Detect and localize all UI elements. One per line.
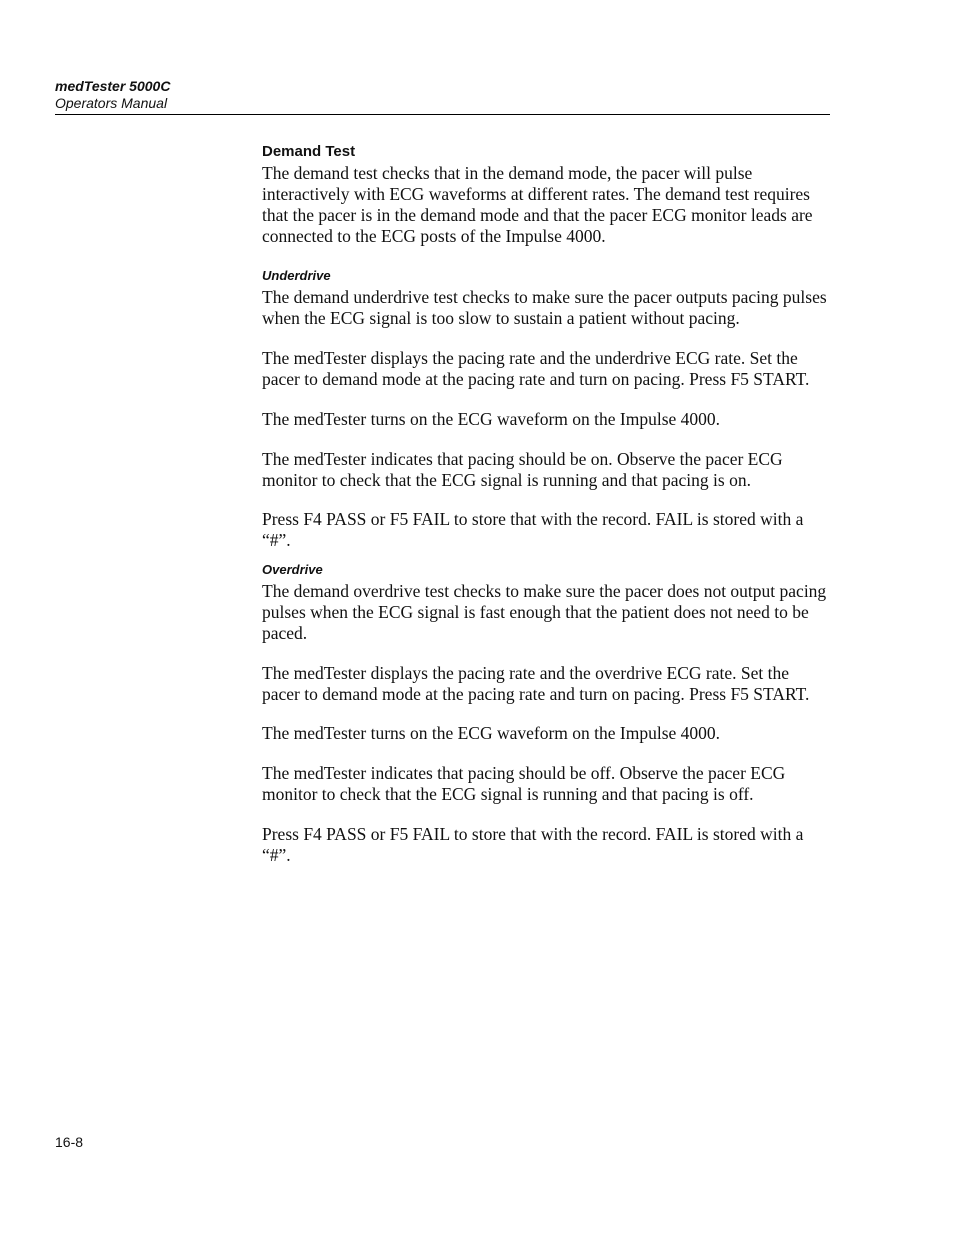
manual-title: medTester 5000C [55, 78, 171, 94]
underdrive-paragraph: The medTester displays the pacing rate and the underdrive ECG rate. Set the pacer to demand mode at the pacing rate and turn on pacing. Press F5 START. [262, 348, 810, 389]
section-intro: The demand test checks that in the demand mode, the pacer will pulse interactively with ECG waveforms at different rates. The demand test requires that the pacer is in the demand mode and that the pacer ECG monitor leads are connected to the ECG posts of the Impulse 4000. [262, 163, 813, 246]
underdrive-paragraph: The medTester indicates that pacing should be on. Observe the pacer ECG monitor to check that the ECG signal is running and that pacing is on. [262, 449, 783, 490]
main-content [262, 143, 827, 866]
underdrive-paragraph: The demand underdrive test checks to make sure the pacer outputs pacing pulses when the ECG signal is too slow to sustain a patient without pacing. [262, 287, 827, 328]
underdrive-paragraph: Press F4 PASS or F5 FAIL to store that with the record. FAIL is stored with a “#”. [262, 509, 804, 550]
underdrive-heading: Underdrive [262, 268, 331, 283]
overdrive-paragraph: The demand overdrive test checks to make sure the pacer does not output pacing pulses when the ECG signal is fast enough that the patient does not need to be paced. [262, 581, 827, 643]
overdrive-heading: Overdrive [262, 562, 323, 577]
page-number: 16-8 [55, 1134, 84, 1150]
overdrive-paragraph: The medTester turns on the ECG waveform on the Impulse 4000. [262, 723, 721, 743]
overdrive-paragraph: Press F4 PASS or F5 FAIL to store that with the record. FAIL is stored with a “#”. [262, 824, 804, 865]
header-divider [55, 114, 830, 115]
section-heading: Demand Test [262, 143, 356, 160]
page-header [55, 78, 830, 112]
overdrive-paragraph: The medTester displays the pacing rate and the overdrive ECG rate. Set the pacer to demand mode at the pacing rate and turn on pacing. Press F5 START. [262, 663, 810, 704]
manual-subtitle: Operators Manual [55, 95, 168, 111]
underdrive-paragraph: The medTester turns on the ECG waveform on the Impulse 4000. [262, 409, 721, 429]
overdrive-paragraph: The medTester indicates that pacing should be off. Observe the pacer ECG monitor to check that the ECG signal is running and that pacing is off. [262, 763, 786, 804]
